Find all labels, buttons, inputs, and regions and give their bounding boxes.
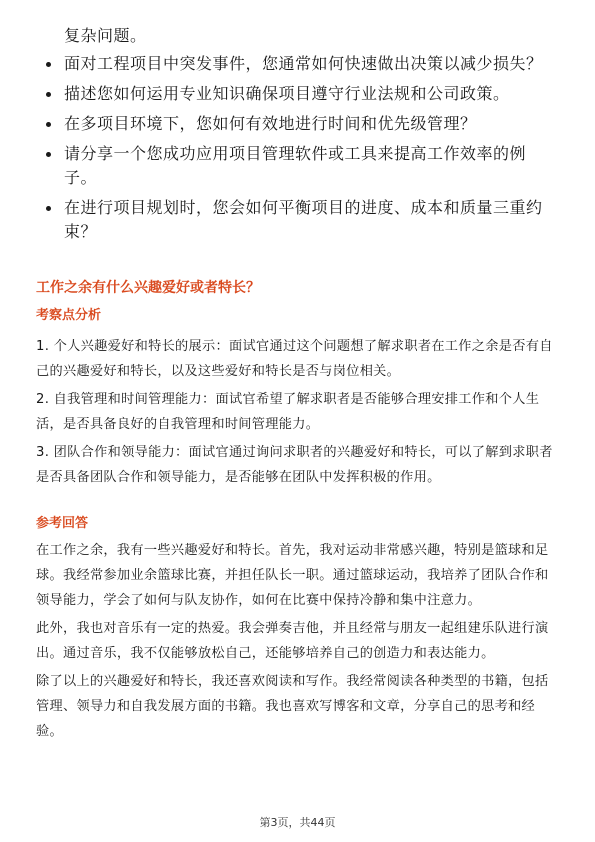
analysis-point: 3. 团队合作和领导能力：面试官通过询问求职者的兴趣爱好和特长，可以了解到求职者是否具备团队合作和领导能力，是否能够在团队中发挥积极的作用。 [36, 445, 553, 485]
analysis-heading: 考察点分析 [36, 308, 102, 323]
bullet-dot-icon [46, 122, 51, 127]
bullet-text: 请分享一个您成功应用项目管理软件或工具来提高工作效率的例子。 [64, 144, 527, 187]
page-footer: 第3页，共44页 [259, 816, 336, 829]
bullet-dot-icon [46, 92, 51, 97]
bullet-text: 在多项目环境下，您如何有效地进行时间和优先级管理？ [64, 114, 477, 133]
bullet-item [38, 112, 558, 136]
analysis-section [36, 306, 560, 490]
bullet-continuation: 复杂问题。 [64, 26, 147, 45]
question-title: 工作之余有什么兴趣爱好或者特长？ [36, 280, 260, 296]
analysis-point: 1. 个人兴趣爱好和特长的展示：面试官通过这个问题想了解求职者在工作之余是否有自己的兴趣爱好和特长，以及这些爱好和特长是否与岗位相关。 [36, 339, 553, 379]
answer-paragraph: 除了以上的兴趣爱好和特长，我还喜欢阅读和写作。我经常阅读各种类型的书籍，包括管理、领导力和自我发展方面的书籍。我也喜欢写博客和文章，分享自己的思考和经验。 [36, 674, 549, 739]
answer-paragraph: 此外，我也对音乐有一定的热爱。我会弹奏吉他，并且经常与朋友一起组建乐队进行演出。通过音乐，我不仅能够放松自己，还能够培养自己的创造力和表达能力。 [36, 621, 549, 661]
bullet-dot-icon [46, 62, 51, 67]
bullet-item [38, 196, 558, 244]
analysis-point: 2. 自我管理和时间管理能力：面试官希望了解求职者是否能够合理安排工作和个人生活，是否具备良好的自我管理和时间管理能力。 [36, 392, 540, 432]
bullet-text: 面对工程项目中突发事件，您通常如何快速做出决策以减少损失？ [64, 54, 543, 73]
bullet-text: 在进行项目规划时，您会如何平衡项目的进度、成本和质量三重约束？ [64, 198, 543, 241]
bullet-dot-icon [46, 152, 51, 157]
bullet-item [38, 142, 558, 190]
answer-section [36, 514, 560, 744]
bullet-text: 描述您如何运用专业知识确保项目遵守行业法规和公司政策。 [64, 84, 510, 103]
answer-paragraph: 在工作之余，我有一些兴趣爱好和特长。首先，我对运动非常感兴趣，特别是篮球和足球。我经常参加业余篮球比赛，并担任队长一职。通过篮球运动，我培养了团队合作和领导能力，学会了如何与队友协作，如何在比赛中保持冷静和集中注意力。 [36, 543, 549, 608]
question-section [36, 278, 560, 298]
bullet-item [38, 82, 558, 106]
bullet-dot-icon [46, 206, 51, 211]
answer-heading: 参考回答 [36, 516, 89, 531]
question-bullet-list [38, 24, 558, 250]
bullet-item [38, 52, 558, 76]
